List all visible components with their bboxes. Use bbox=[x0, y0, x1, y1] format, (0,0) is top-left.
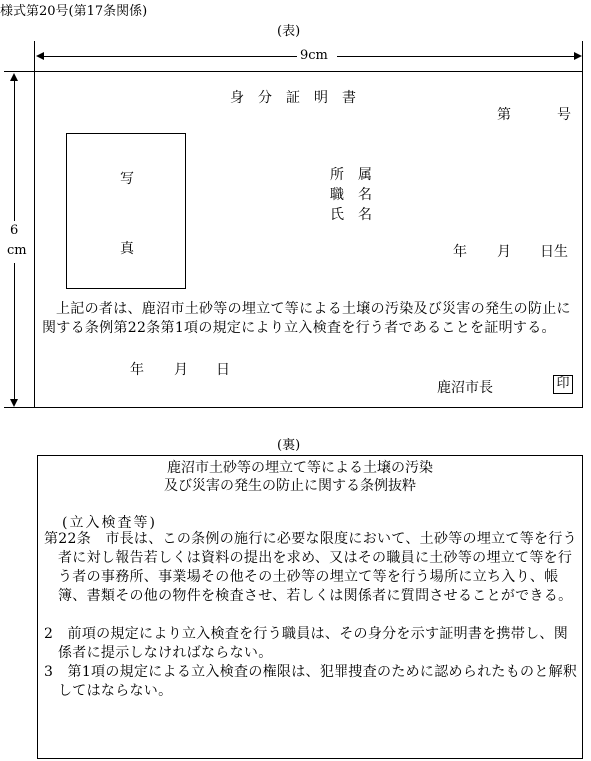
back-side-label: (裏) bbox=[277, 438, 301, 453]
birth-day: 日生 bbox=[540, 244, 568, 260]
seal-mark: 印 bbox=[553, 375, 573, 394]
form-number-header: 様式第20号(第17条関係) bbox=[0, 4, 148, 19]
paragraph-2-text: 前項の規定により立入検査を行う職員は、その身分を示す証明書を携帯し、関係者に提示しなければならない。 bbox=[58, 626, 569, 661]
section-heading: (立入検査等) bbox=[62, 515, 157, 531]
certification-text: 上記の者は、鹿沼市土砂等の埋立て等による土壌の汚染及び災害の発生の防止に関する条例第22条第1項の規定により立入検査を行う者であることを証明する。 bbox=[42, 301, 571, 336]
width-label: 9cm bbox=[300, 48, 328, 63]
photo-area bbox=[66, 133, 186, 289]
issuer-title: 鹿沼市長 bbox=[437, 380, 493, 396]
number-prefix: 第 bbox=[497, 107, 511, 123]
height-label-number: 6 bbox=[10, 223, 19, 238]
back-title-line1: 鹿沼市土砂等の埋立て等による土壌の汚染 bbox=[167, 460, 433, 476]
back-title-line2: 及び災害の発生の防止に関する条例抜粋 bbox=[164, 478, 416, 494]
front-side-label: (表) bbox=[277, 24, 301, 39]
article-22-text: 市長は、この条例の施行に必要な限度において、土砂等の埋立て等を行う者に対し報告若しくは資料の提出を求め、又はその職員に土砂等の埋立て等を行う者の事務所、事業場その他その土砂等の埋立て等を行う場所に立ち入り、帳簿、書類その他の物件を検査させ、若しくは関係者に質問させることができる。 bbox=[58, 531, 577, 604]
issue-year: 年 bbox=[130, 362, 144, 378]
issue-month: 月 bbox=[174, 362, 188, 378]
number-suffix: 号 bbox=[557, 107, 571, 123]
issue-day: 日 bbox=[216, 362, 230, 378]
photo-label-top: 写 bbox=[120, 171, 134, 187]
birth-year: 年 bbox=[453, 244, 467, 260]
field-name: 氏名 bbox=[330, 207, 386, 223]
height-label-unit: cm bbox=[7, 243, 27, 258]
birth-month: 月 bbox=[497, 244, 511, 260]
field-position: 職名 bbox=[330, 187, 386, 203]
id-card-back bbox=[37, 455, 583, 759]
photo-label-bottom: 真 bbox=[120, 241, 134, 257]
paragraph-3-number: 3 bbox=[44, 664, 54, 680]
paragraph-2 bbox=[44, 625, 582, 663]
paragraph-3 bbox=[44, 663, 582, 701]
paragraph-2-number: 2 bbox=[44, 626, 54, 642]
article-22-label: 第22条 bbox=[44, 531, 92, 547]
card-title: 身分証明書 bbox=[230, 90, 370, 106]
field-affiliation: 所属 bbox=[330, 167, 386, 183]
paragraph-3-text: 第1項の規定による立入検査の権限は、犯罪捜査のために認められたものと解釈してはならない。 bbox=[58, 664, 578, 699]
article-22 bbox=[44, 530, 582, 606]
